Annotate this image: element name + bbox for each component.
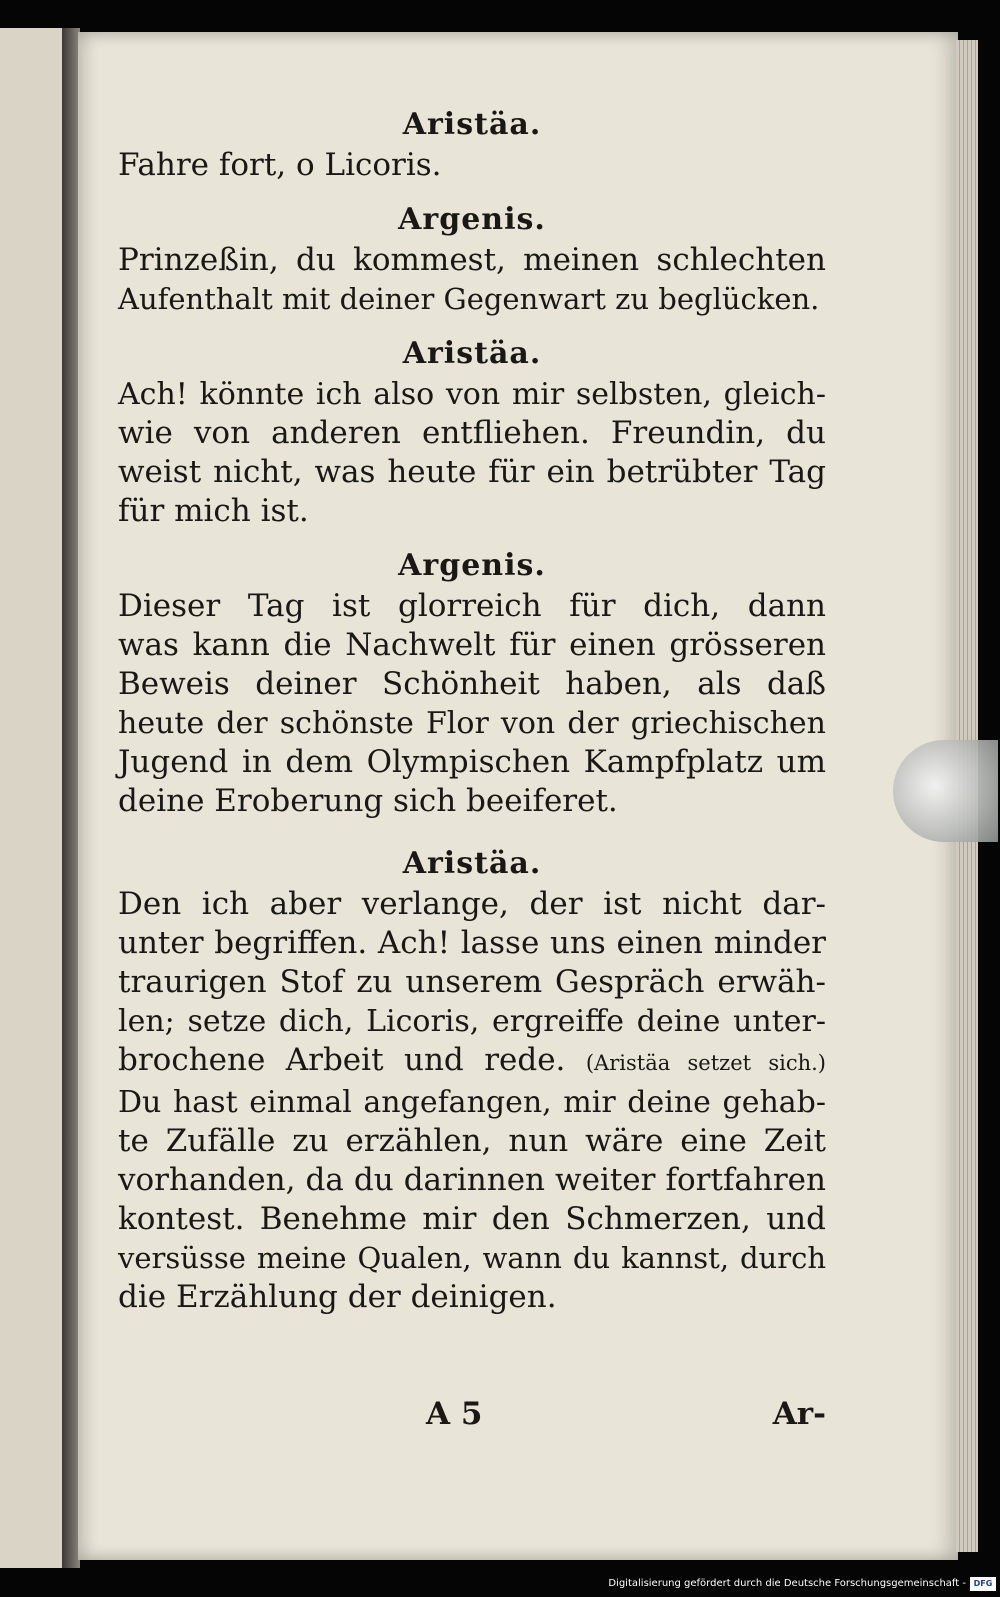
speaker-name: Aristäa. — [402, 107, 542, 142]
speaker-name: Argenis. — [398, 202, 546, 237]
text-line: Jugend in dem Olympischen Kampfplatz um — [118, 744, 826, 780]
text-line: Den ich aber verlange, der ist nicht dar- — [118, 886, 826, 922]
text-line: Aufenthalt mit deiner Gegenwart zu beglücken. — [118, 282, 820, 316]
page-clip — [893, 740, 998, 842]
text-line: Dieser Tag ist glorreich für dich, dann — [118, 588, 826, 624]
signature-mark: A 5 — [426, 1396, 483, 1432]
text-line: Du hast einmal angefangen, mir deine gehab- — [118, 1085, 826, 1120]
text-line: deine Eroberung sich beeiferet. — [118, 783, 618, 819]
text-line-with-stage-direction — [118, 1041, 826, 1083]
text-line: versüsse meine Qualen, wann du kannst, durch — [118, 1241, 826, 1275]
speech-block — [118, 333, 826, 531]
speaker-name: Aristäa. — [402, 846, 542, 881]
text-line: Prinzeßin, du kommest, meinen schlechten — [118, 242, 826, 278]
dfg-logo: DFG — [970, 1577, 996, 1591]
text-line: wie von anderen entfliehen. Freundin, du — [118, 415, 826, 451]
page-footer — [118, 1396, 826, 1436]
text-line: len; setze dich, Licoris, ergreiffe deine unter- — [118, 1004, 826, 1039]
speech-block — [118, 104, 826, 185]
text-line: te Zufälle zu erzählen, nun wäre eine Zeit — [118, 1123, 826, 1159]
catchword: Ar- — [772, 1396, 826, 1432]
speech-block — [118, 843, 826, 1317]
speaker-name: Argenis. — [398, 548, 546, 583]
text-line: was kann die Nachwelt für einen grösseren — [118, 627, 826, 663]
digitization-credit: Digitalisierung gefördert durch die Deutsche Forschungsgemeinschaft - — [608, 1578, 966, 1589]
text-line: brochene Arbeit und rede. — [118, 1042, 566, 1078]
text-line: Beweis deiner Schönheit haben, als daß — [118, 666, 826, 702]
text-line: unter begriffen. Ach! lasse uns einen minder — [118, 925, 826, 961]
stage-direction: (Aristäa setzet sich.) — [585, 1051, 826, 1075]
text-line: vorhanden, da du darinnen weiter fortfahren — [118, 1162, 826, 1198]
speaker-name: Aristäa. — [402, 336, 542, 371]
text-line: traurigen Stof zu unserem Gespräch erwäh- — [118, 964, 826, 1000]
text-line: weist nicht, was heute für ein betrübter Tag — [118, 454, 826, 490]
text-line: für mich ist. — [118, 493, 309, 529]
previous-page-edge — [0, 28, 64, 1568]
text-line: kontest. Benehme mir den Schmerzen, und — [118, 1201, 826, 1237]
text-line: die Erzählung der deinigen. — [118, 1279, 557, 1315]
text-line: heute der schönste Flor von der griechischen — [118, 706, 826, 741]
speech-block — [118, 545, 826, 821]
page-text — [118, 104, 826, 1317]
text-line: Fahre fort, o Licoris. — [118, 147, 442, 183]
speech-block — [118, 199, 826, 319]
text-line: Ach! könnte ich also von mir selbsten, gleich- — [118, 377, 826, 412]
